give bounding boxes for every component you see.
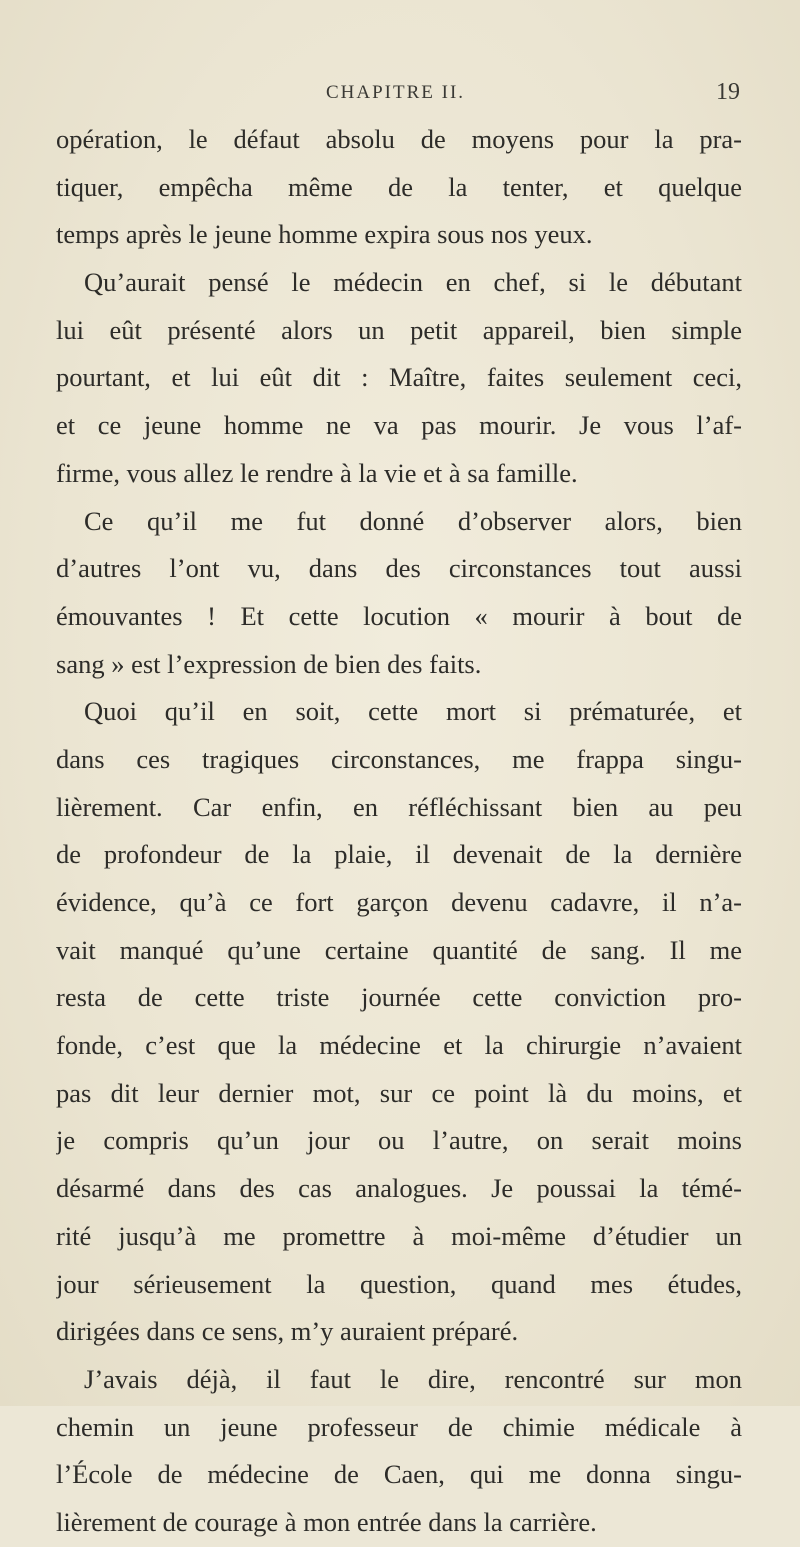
chapter-title: CHAPITRE II. — [326, 82, 466, 103]
text-line: de profondeur de la plaie, il devenait de la dernière — [56, 839, 742, 870]
text-line: dirigées dans ce sens, m’y auraient préparé. — [56, 1316, 519, 1347]
text-line: Ce qu’il me fut donné d’observer alors, bien — [84, 505, 742, 536]
text-line: jour sérieusement la question, quand mes études, — [56, 1268, 742, 1299]
text-line: rité jusqu’à me promettre à moi-même d’étudier un — [56, 1220, 742, 1251]
text-line: désarmé dans des cas analogues. Je poussai la témé- — [56, 1173, 742, 1204]
text-line: tiquer, empêcha même de la tenter, et quelque — [56, 171, 742, 202]
text-line: lièrement de courage à mon entrée dans la carrière. — [56, 1506, 597, 1537]
text-line: d’autres l’ont vu, dans des circonstances tout aussi — [56, 553, 742, 584]
text-line: opération, le défaut absolu de moyens pour la pra- — [56, 124, 742, 154]
text-line: je compris qu’un jour ou l’autre, on serait moins — [56, 1125, 742, 1156]
text-line: Qu’aurait pensé le médecin en chef, si le débutant — [84, 267, 742, 298]
text-line: chemin un jeune professeur de chimie médicale à — [56, 1411, 742, 1442]
page-number: 19 — [716, 79, 740, 105]
text-line: pas dit leur dernier mot, sur ce point là du moins, et — [56, 1077, 742, 1108]
text-line: l’École de médecine de Caen, qui me donna singu- — [56, 1459, 742, 1490]
text-line: Quoi qu’il en soit, cette mort si prématurée, et — [84, 696, 742, 727]
text-line: lui eût présenté alors un petit appareil, bien simple — [56, 314, 742, 345]
text-line: et ce jeune homme ne va pas mourir. Je vous l’af- — [56, 410, 742, 441]
text-line: lièrement. Car enfin, en réfléchissant bien au peu — [56, 791, 742, 822]
text-line: émouvantes ! Et cette locution « mourir à bout de — [56, 600, 742, 631]
text-line: J’avais déjà, il faut le dire, rencontré sur mon — [84, 1363, 742, 1394]
text-line: pourtant, et lui eût dit : Maître, faites seulement ceci, — [56, 362, 742, 393]
text-line: évidence, qu’à ce fort garçon devenu cadavre, il n’a- — [56, 887, 742, 917]
running-header — [0, 79, 800, 118]
text-line: dans ces tragiques circonstances, me frappa singu- — [56, 743, 742, 774]
text-line: firme, vous allez le rendre à la vie et à sa famille. — [56, 457, 578, 488]
text-line: vait manqué qu’une certaine quantité de sang. Il me — [56, 934, 742, 965]
text-line: resta de cette triste journée cette conviction pro- — [56, 982, 742, 1013]
body-text — [56, 116, 742, 1547]
text-line: temps après le jeune homme expira sous nos yeux. — [56, 219, 593, 250]
text-line: sang » est l’expression de bien des faits. — [56, 648, 482, 679]
text-line: fonde, c’est que la médecine et la chirurgie n’avaient — [56, 1030, 742, 1061]
